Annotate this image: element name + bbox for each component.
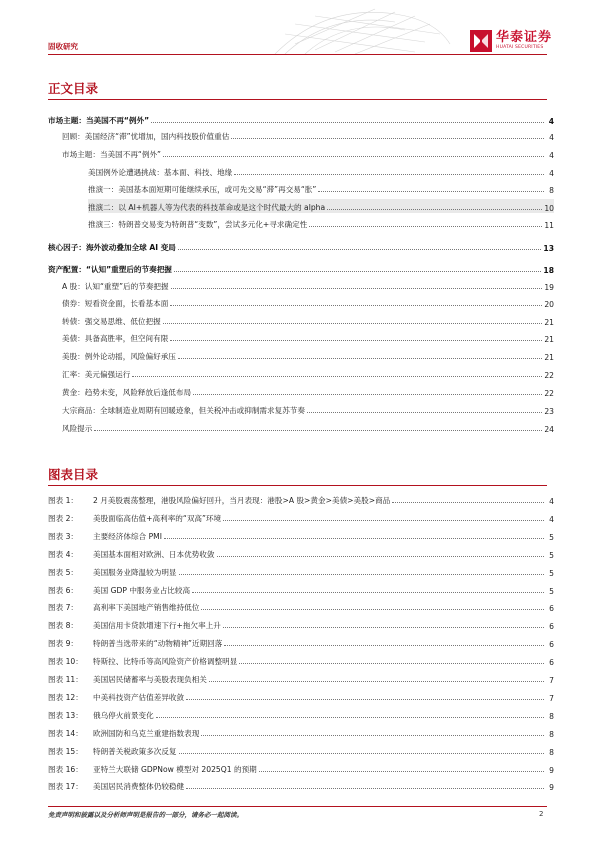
figure-title: 美股面临高估值+高利率的“双高”环境 [93, 513, 222, 523]
toc-entry[interactable] [62, 402, 554, 416]
figure-label: 图表 15： [48, 746, 83, 756]
toc-entry-title: 美债：具备高胜率，但空间有限 [62, 334, 169, 343]
toc-entry-title: 美国例外论遭遇挑战：基本面、科技、地缘 [88, 168, 233, 177]
dot-leader [163, 155, 544, 157]
toc-entry-page: 8 [549, 186, 554, 195]
toc-title: 正文目录 [48, 81, 99, 96]
toc-entry-page: 13 [543, 244, 554, 253]
toc-entry-title: 推演三：特朗普交易变为特朗普“变数”，尝试多元化+寻求确定性 [88, 220, 308, 229]
figure-title: 美国服务业降温较为明显 [93, 567, 177, 577]
dot-leader [223, 519, 544, 521]
figure-entry[interactable] [48, 617, 554, 631]
toc-entry-title: 市场主题：当美国不再“例外” [48, 116, 150, 125]
toc-entry-page: 20 [544, 300, 554, 309]
dot-leader [318, 190, 544, 192]
figure-label: 图表 2： [48, 513, 79, 523]
toc-entry-title: A 股：认知“重塑”后的节奏把握 [62, 282, 169, 291]
toc-entry-page: 4 [549, 169, 554, 178]
figure-page: 9 [549, 783, 554, 793]
figure-title: 俄乌停火前景变化 [93, 710, 154, 720]
dot-leader [170, 304, 542, 306]
dot-leader [327, 208, 542, 210]
dot-leader [186, 787, 544, 789]
figure-title: 美国 GDP 中服务业占比较高 [93, 585, 191, 595]
figure-page: 6 [549, 604, 554, 614]
figure-label: 图表 8： [48, 621, 79, 631]
toc-entry[interactable] [62, 278, 554, 292]
figure-label: 图表 10： [48, 657, 83, 667]
figure-page: 5 [549, 568, 554, 578]
toc-entry[interactable] [62, 420, 554, 434]
toc-entry-page: 19 [544, 283, 554, 292]
figure-title: 特朗普当选带来的“动物精神”近期回落 [93, 639, 223, 649]
figure-page: 4 [549, 514, 554, 524]
dot-leader [234, 173, 544, 175]
figure-entry[interactable] [48, 635, 554, 649]
toc-entry-page: 10 [544, 204, 554, 213]
toc-entry[interactable] [88, 199, 554, 213]
figure-entry[interactable] [48, 689, 554, 703]
figure-entry[interactable] [48, 582, 554, 596]
figure-label: 图表 17： [48, 782, 83, 792]
logo-chinese: 华泰证券 [496, 30, 553, 46]
toc-entry-title: 汇率：美元偏强运行 [62, 370, 131, 379]
figure-page: 8 [549, 747, 554, 757]
huatai-logo-icon [470, 30, 492, 52]
toc-entry[interactable] [48, 239, 554, 253]
figure-entry[interactable] [48, 599, 554, 613]
huatai-logo [470, 30, 552, 52]
figure-title: 特斯拉、比特币等高风险资产价格调整明显 [93, 657, 238, 667]
dot-leader [179, 573, 544, 575]
logo-english: HUATAI SECURITIES [496, 45, 544, 51]
toc-entry[interactable] [62, 330, 554, 344]
dot-leader [151, 121, 544, 123]
figure-page: 4 [549, 497, 554, 506]
figure-entry[interactable] [48, 778, 554, 792]
figure-title: 美国基本面相对欧洲、日本优势收敛 [93, 549, 215, 559]
toc-entry[interactable] [62, 313, 554, 327]
figure-entry[interactable] [48, 492, 554, 506]
toc-entry-page: 22 [544, 371, 554, 380]
figure-page: 9 [549, 765, 554, 775]
dot-leader [223, 626, 544, 628]
toc-entry-page: 23 [544, 407, 554, 416]
toc-title-rule [48, 99, 547, 100]
figure-label: 图表 11： [48, 675, 83, 684]
figure-page: 5 [549, 550, 554, 560]
toc-entry-page: 18 [543, 266, 554, 275]
toc-entry-title: 市场主题：当美国不再“例外” [62, 150, 161, 159]
dot-leader [201, 734, 544, 736]
toc-entry-title: 推演一：美国基本面短期可能继续承压，或可先交易“滞”再交易“胀” [88, 185, 317, 194]
figure-entry[interactable] [48, 707, 554, 721]
figure-page: 8 [549, 729, 554, 739]
dot-leader [217, 555, 545, 557]
dot-leader [309, 225, 542, 227]
toc-entry[interactable] [62, 348, 554, 362]
figure-page: 7 [549, 693, 554, 703]
figure-entry[interactable] [48, 528, 554, 542]
figure-label: 图表 9： [48, 639, 79, 649]
toc-entry[interactable] [62, 366, 554, 380]
dot-leader [239, 662, 544, 664]
figure-page: 5 [549, 532, 554, 542]
toc-entry[interactable] [88, 164, 554, 178]
toc-entry-title: 美股：例外论动摇，风险偏好承压 [62, 352, 176, 361]
figure-page: 5 [549, 586, 554, 596]
dot-leader [186, 698, 544, 700]
toc-entry-title: 推演二：以 AI+机器人等为代表的科技革命或是这个时代最大的 alpha [88, 203, 326, 212]
figures-title-rule [48, 485, 547, 486]
figure-label: 图表 6： [48, 585, 79, 595]
dot-leader [156, 716, 544, 718]
toc-entry[interactable] [88, 216, 554, 230]
header-rule [48, 54, 547, 55]
toc-entry-title: 黄金：趋势未变，风险释放后逢低布局 [62, 388, 192, 397]
figures-title: 图表目录 [48, 467, 99, 482]
figure-title: 美国居民储蓄率与美股表现负相关 [93, 675, 207, 684]
figure-title: 高利率下美国地产销售维持低位 [93, 603, 200, 613]
figure-entry[interactable] [48, 761, 554, 775]
toc-entry-page: 24 [544, 425, 554, 434]
toc-entry-title: 转债：强交易思维、低位把握 [62, 317, 161, 326]
figure-title: 中美科技资产估值差异收敛 [93, 692, 185, 702]
figure-label: 图表 12： [48, 692, 83, 702]
figure-entry[interactable] [48, 653, 554, 667]
toc-entry-page: 21 [544, 353, 554, 362]
dot-leader [94, 429, 542, 431]
figure-entry[interactable] [48, 725, 554, 739]
figure-page: 8 [549, 711, 554, 721]
figure-label: 图表 4： [48, 549, 79, 559]
toc-entry-title: 回顾：美国经济“滞”忧增加，国内科技股价值重估 [62, 132, 230, 141]
toc-entry-page: 4 [548, 117, 554, 126]
figure-entry[interactable] [48, 546, 554, 560]
dot-leader [174, 270, 542, 272]
report-category: 固收研究 [48, 42, 78, 51]
figure-label: 图表 13： [48, 710, 83, 720]
toc-entry[interactable] [62, 128, 554, 142]
figure-entry[interactable] [48, 671, 554, 685]
dot-leader [163, 322, 543, 324]
dot-leader [164, 537, 544, 539]
toc-entry-title: 资产配置：“认知”重塑后的节奏把握 [48, 265, 172, 274]
toc-entry[interactable] [88, 181, 554, 195]
figure-page: 6 [549, 622, 554, 632]
figure-title: 美国居民消费整体仍较稳健 [93, 782, 185, 792]
figure-label: 图表 7： [48, 603, 79, 613]
toc-entry-title: 债券：短看资金面，长看基本面 [62, 299, 169, 308]
figure-page: 6 [549, 658, 554, 668]
dot-leader [193, 393, 542, 395]
figure-label: 图表 3： [48, 531, 79, 541]
dot-leader [192, 591, 544, 593]
toc-entry[interactable] [48, 112, 554, 126]
figure-page: 7 [549, 676, 554, 685]
dot-leader [201, 608, 544, 610]
toc-entry-page: 22 [544, 389, 554, 398]
figure-label: 图表 14： [48, 728, 83, 738]
figure-label: 图表 16： [48, 764, 83, 774]
dot-leader [307, 411, 542, 413]
toc-entry-page: 21 [544, 335, 554, 344]
dot-leader [132, 375, 542, 377]
dot-leader [178, 357, 542, 359]
figure-title: 欧洲国防和乌克兰重建指数表现 [93, 728, 200, 738]
dot-leader [170, 339, 542, 341]
dot-leader [171, 287, 543, 289]
figure-page: 6 [549, 640, 554, 650]
toc-entry[interactable] [62, 384, 554, 398]
dot-leader [259, 770, 544, 772]
dot-leader [392, 501, 544, 503]
figure-title: 特朗普关税政策多次反复 [93, 746, 177, 756]
figure-entry[interactable] [48, 743, 554, 757]
figure-entry[interactable] [48, 510, 554, 524]
toc-entry-title: 大宗商品：全球制造业周期有回暖迹象，但关税冲击或抑制需求复苏节奏 [62, 406, 305, 415]
dot-leader [224, 644, 544, 646]
toc-entry-page: 4 [549, 133, 554, 142]
dot-leader [179, 752, 544, 754]
figure-title: 2 月美股震荡整理，港股风险偏好回升，当月表现：港股>A 股>黄金>美债>美股>商品 [93, 496, 391, 505]
footer-disclaimer: 免责声明和披露以及分析师声明是报告的一部分，请务必一起阅读。 [48, 811, 243, 819]
dot-leader [231, 137, 544, 139]
figure-entry[interactable] [48, 564, 554, 578]
toc-entry-title: 核心因子：海外波动叠加全球 AI 变局 [48, 243, 176, 252]
header-decoration [255, 4, 455, 54]
toc-entry-page: 11 [544, 221, 554, 230]
dot-leader [209, 680, 544, 682]
toc-entry-page: 21 [544, 318, 554, 327]
figure-title: 美国信用卡贷款增速下行+拖欠率上升 [93, 621, 221, 631]
toc-entry[interactable] [62, 295, 554, 309]
page-number: 2 [539, 810, 544, 818]
figure-title: 主要经济体综合 PMI [93, 531, 162, 541]
toc-entry[interactable] [62, 146, 554, 160]
toc-entry-page: 4 [549, 151, 554, 160]
dot-leader [178, 248, 542, 250]
figure-label: 图表 1： [48, 496, 79, 505]
toc-entry[interactable] [48, 261, 554, 275]
figure-title: 亚特兰大联储 GDPNow 模型对 2025Q1 的预期 [93, 764, 257, 774]
toc-entry-title: 风险提示 [62, 424, 93, 433]
figure-label: 图表 5： [48, 567, 79, 577]
footer-rule [48, 806, 547, 807]
